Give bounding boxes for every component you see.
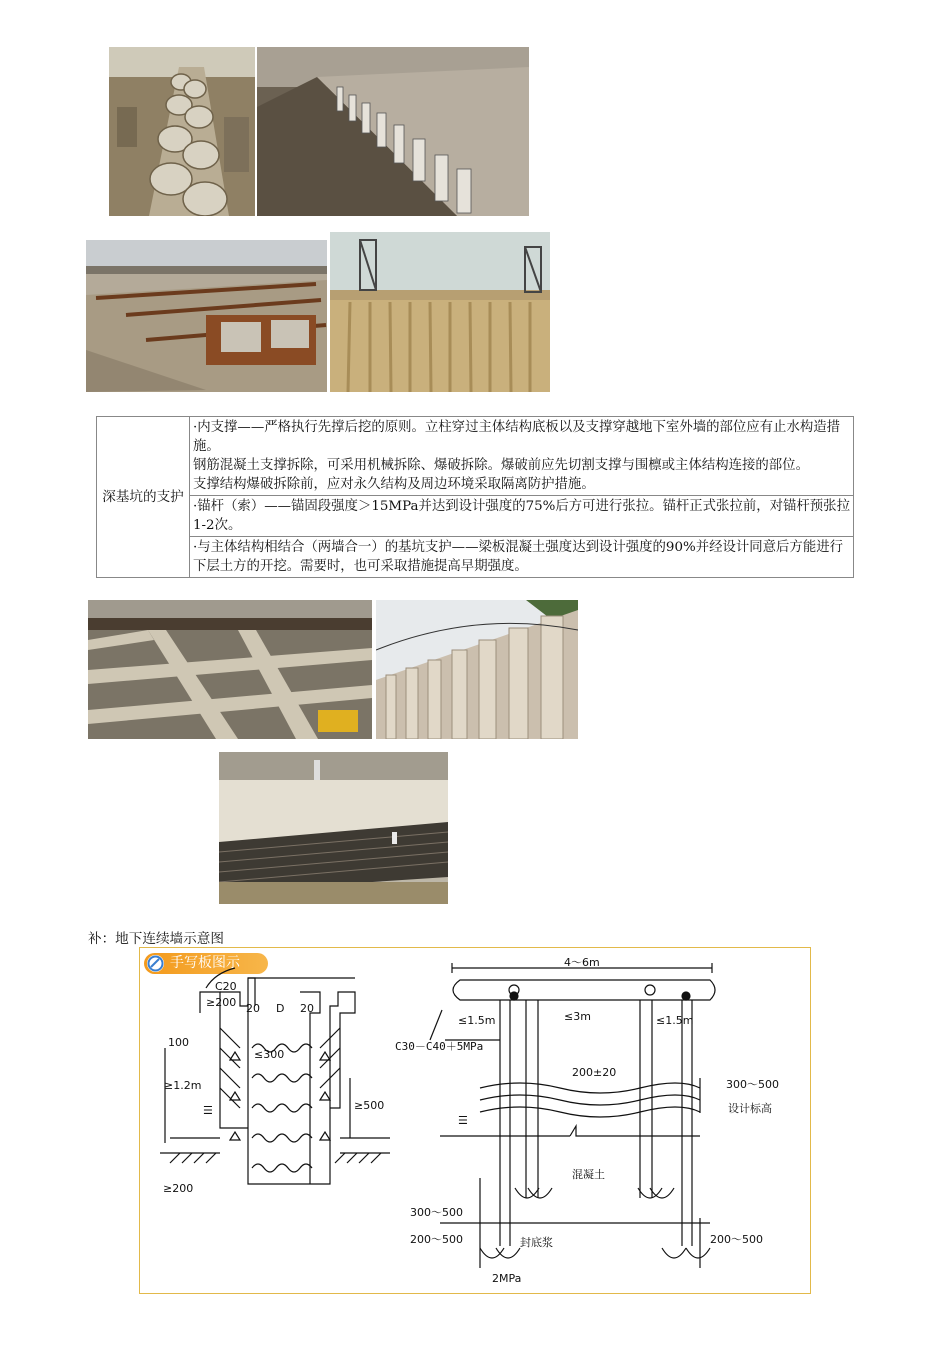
label-h100: 100	[168, 1036, 189, 1049]
label-ge500: ≥500	[354, 1099, 385, 1112]
label-ge1-2m: ≥1.2m	[164, 1079, 202, 1092]
label-design-level: 设计标高	[728, 1102, 772, 1115]
label-mid-range: 300～500	[410, 1206, 463, 1219]
table-cell-line: 支撑结构爆破拆除前，应对永久结构及周边环境采取隔离防护措施。	[193, 477, 595, 492]
label-grout-strength: 2MPa	[492, 1272, 522, 1285]
label-top-range: 300～500	[726, 1078, 779, 1091]
label-grout: 封底浆	[520, 1236, 553, 1249]
label-w20a: 20	[246, 1002, 260, 1015]
water-level-icon: ☰	[203, 1104, 213, 1117]
label-bottom-range-right: 200～500	[710, 1233, 763, 1246]
photo-diaphragm-wall-excavation	[219, 752, 448, 904]
label-span: 4～6m	[564, 956, 600, 969]
support-spec-table	[96, 416, 854, 578]
diaphragm-wall-diagram	[139, 947, 811, 1294]
label-concrete: 混凝土	[572, 1168, 605, 1181]
diagram-badge-label: 手写板图示	[170, 955, 240, 971]
photo-pile-row	[109, 47, 255, 216]
label-overpour: 200±20	[572, 1066, 617, 1079]
label-le300: ≤300	[254, 1048, 285, 1061]
photo-inner-support-grid	[88, 600, 372, 739]
label-le1-5m-left: ≤1.5m	[458, 1014, 496, 1027]
label-ge200-top: ≥200	[206, 996, 237, 1009]
table-row-header: 深基坑的支护	[97, 417, 190, 578]
table-row	[190, 417, 854, 496]
photo-drilled-pile-wall	[330, 232, 550, 392]
table-cell-line: ·与主体结构相结合（两墙合一）的基坑支护——梁板混凝土强度达到设计强度的90%并经设计同意后方能进行下层土方的开挖。需要时，也可采取措施提高早期强度。	[193, 540, 843, 574]
table-row	[190, 496, 854, 537]
label-c20: C20	[215, 980, 237, 993]
label-w20b: 20	[300, 1002, 314, 1015]
table-cell-line: ·内支撑——严格执行先撑后挖的原则。立柱穿过主体结构底板以及支撑穿越地下室外墙的部位应有止水构造措施。	[193, 420, 841, 454]
label-d: D	[276, 1002, 285, 1015]
photo-sheet-pile-trench	[257, 47, 529, 216]
photo-anchored-wall	[376, 600, 578, 739]
label-le3m: ≤3m	[564, 1010, 591, 1023]
label-ge200-bottom: ≥200	[163, 1182, 194, 1195]
label-bottom-range-left: 200～500	[410, 1233, 463, 1246]
table-row	[190, 537, 854, 578]
table-cell-line: 钢筋混凝土支撑拆除，可采用机械拆除、爆破拆除。爆破前应先切割支撑与围檩或主体结构连接的部位。	[193, 458, 809, 473]
photo-steel-sheet-pile-pit	[86, 240, 327, 392]
label-concrete-grade: C30－C40＋5MPa	[395, 1040, 484, 1053]
diagram-caption: 补：地下连续墙示意图	[88, 931, 224, 947]
diagram-drawing	[140, 948, 810, 1293]
water-level-icon-right: ☰	[458, 1114, 468, 1127]
label-le1-5m-right: ≤1.5m	[656, 1014, 694, 1027]
table-cell-line: ·锚杆（索）——锚固段强度＞15MPa并达到设计强度的75%后方可进行张拉。锚杆正式张拉前，对锚杆预张拉1-2次。	[193, 499, 850, 533]
